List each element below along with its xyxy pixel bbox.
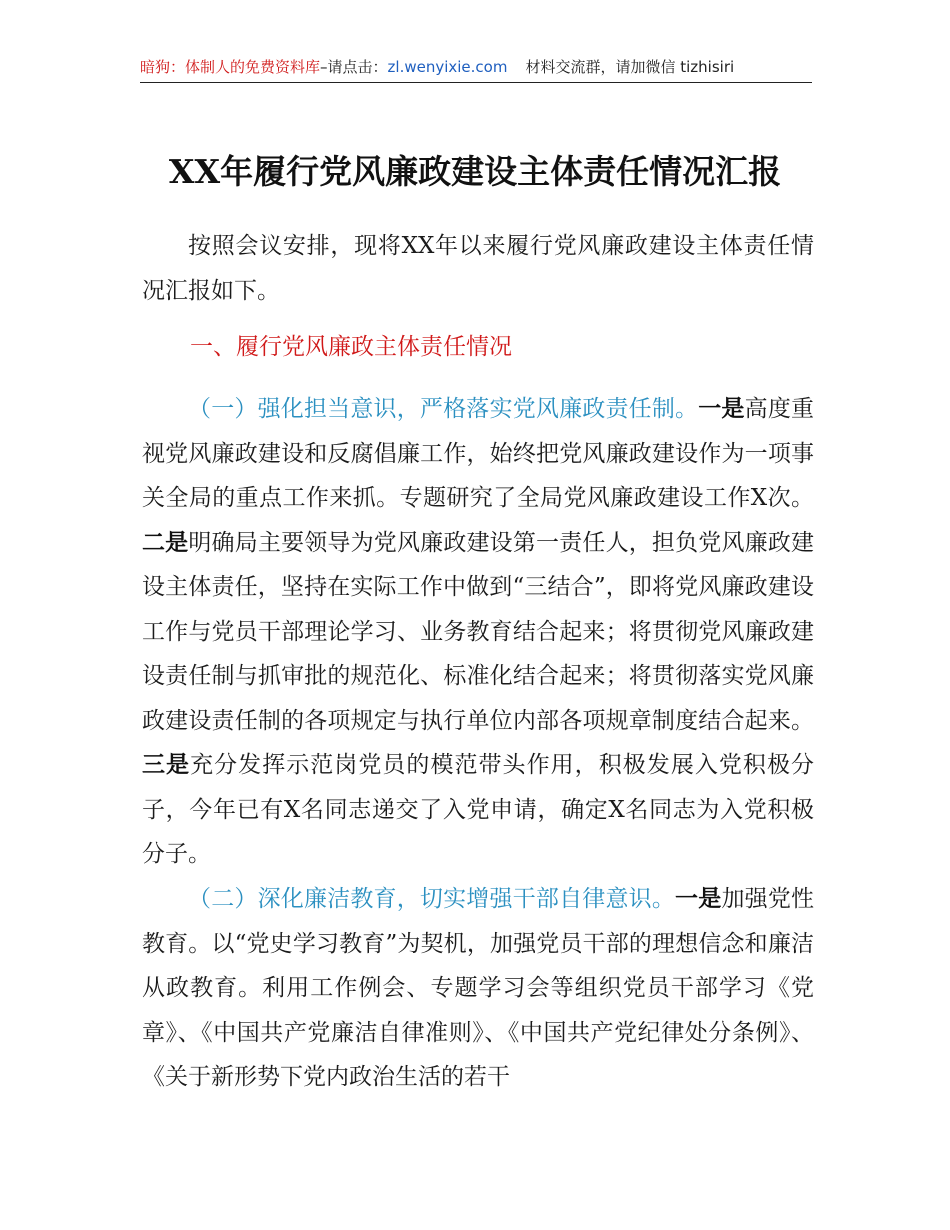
group-note: 材料交流群，请加微信 tizhisiri bbox=[525, 58, 735, 76]
s2-point-1-text: 加强党性教育。以“党史学习教育”为契机，加强党员干部的理想信念和廉洁从政教育。利用工作例会、专题学习会等组织党员干部学习《党章》、《中国共产党廉洁自律准则》、《中国共产党纪律处分条例》、《关于新形势下党内政治生活的若干 bbox=[142, 886, 815, 1090]
point-2-text: 明确局主要领导为党风廉政建设第一责任人，担负党风廉政建设主体责任，坚持在实际工作中做到“三结合”，即将党风廉政建设工作与党员干部理论学习、业务教育结合起来；将贯彻党风廉政建设责任制与抓审批的规范化、标准化结合起来；将贯彻落实党风廉政建设责任制的各项规定与执行单位内部各项规章制度结合起来。 bbox=[142, 529, 815, 734]
section-1-2-paragraph bbox=[142, 877, 814, 1100]
click-prompt: –请点击： bbox=[320, 58, 388, 76]
point-1-keyword: 一是 bbox=[698, 395, 745, 422]
point-2-keyword: 二是 bbox=[142, 528, 189, 556]
intro-paragraph: 按照会议安排，现将XX年以来履行党风廉政建设主体责任情况汇报如下。 bbox=[142, 233, 814, 304]
point-1-text: 高度重视党风廉政建设和反腐倡廉工作，始终把党风廉政建设作为一项事关全局的重点工作来抓。专题研究了全局党风廉政建设工作X次。 bbox=[142, 396, 815, 511]
section-1-1-paragraph bbox=[142, 387, 814, 877]
document-title: XX年履行党风廉政建设主体责任情况汇报 bbox=[168, 152, 782, 191]
point-3-keyword: 三是 bbox=[142, 751, 191, 778]
point-3-text: 充分发挥示范岗党员的模范带头作用，积极发展入党积极分子，今年已有X名同志递交了入党申请，确定X名同志为入党积极分子。 bbox=[142, 752, 815, 867]
s2-point-1-keyword: 一是 bbox=[675, 885, 722, 912]
section-1-2-subheading: （二）深化廉洁教育，切实增强干部自律意识。 bbox=[188, 886, 676, 912]
section-1-heading: 一、履行党风廉政主体责任情况 bbox=[190, 334, 512, 360]
section-1-1-subheading: （一）强化担当意识，严格落实党风廉政责任制。 bbox=[188, 396, 699, 422]
site-label: 暗狗：体制人的免费资料库 bbox=[140, 58, 321, 76]
page-header bbox=[140, 56, 812, 83]
site-url-link[interactable]: zl.wenyixie.com bbox=[387, 58, 508, 76]
